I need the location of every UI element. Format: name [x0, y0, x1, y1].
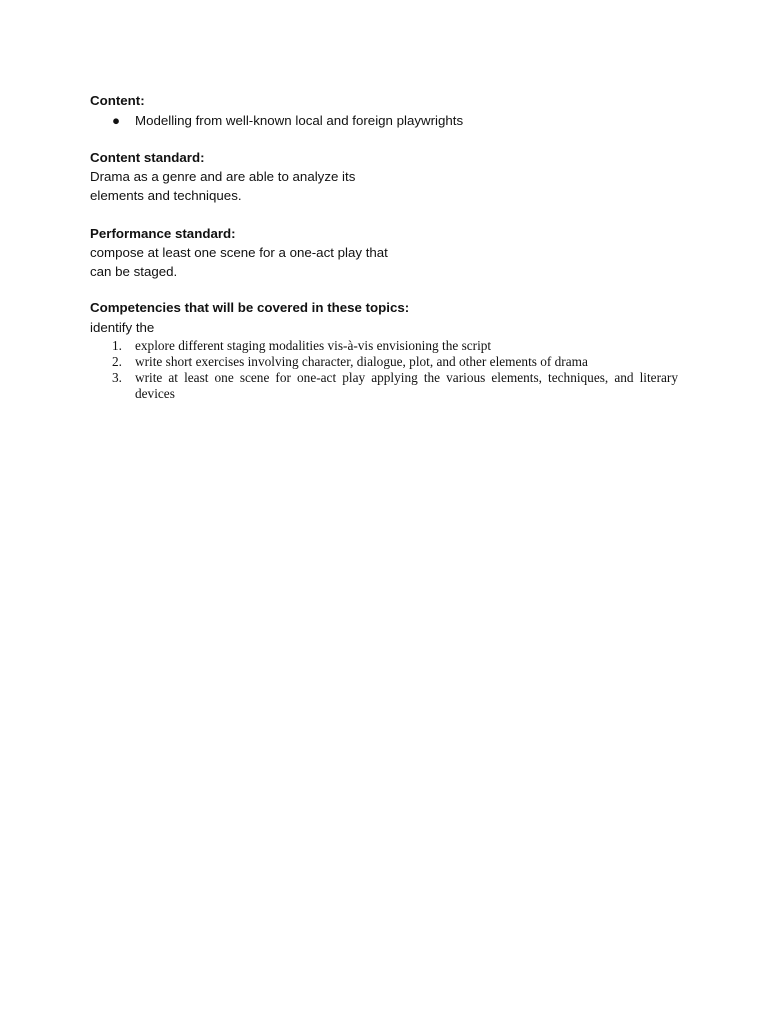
performance-standard-heading: Performance standard:: [90, 226, 236, 241]
list-item-text: explore different staging modalities vis-à-vis envisioning the script: [135, 338, 492, 353]
list-item-text: write short exercises involving character, dialogue, plot, and other elements of drama: [135, 354, 588, 369]
list-item: [112, 338, 678, 354]
content-bullet-text: Modelling from well-known local and foreign playwrights: [135, 113, 464, 128]
content-standard-line-1: Drama as a genre and are able to analyze its: [90, 169, 356, 184]
performance-standard-line-2: can be staged.: [90, 264, 178, 279]
content-standard-text: [90, 167, 420, 205]
content-heading: Content:: [90, 93, 145, 108]
list-item: [112, 354, 678, 370]
bullet-icon: ●: [112, 113, 121, 128]
list-item-number: 1.: [112, 338, 122, 353]
list-item: [112, 370, 678, 402]
content-standard-line-2: elements and techniques.: [90, 188, 242, 203]
performance-standard-line-1: compose at least one scene for a one-act play that: [90, 245, 388, 260]
content-standard-heading: Content standard:: [90, 150, 205, 165]
competencies-heading: Competencies that will be covered in these topics:: [90, 300, 410, 315]
competencies-intro: identify the: [90, 320, 155, 335]
competencies-list: [112, 338, 678, 402]
list-item-number: 2.: [112, 354, 122, 369]
list-item-text: write at least one scene for one-act play applying the various elements, techniques, and literary devices: [135, 370, 678, 401]
list-item-number: 3.: [112, 370, 122, 385]
performance-standard-text: [90, 243, 420, 281]
content-bullet-item: [112, 111, 463, 130]
